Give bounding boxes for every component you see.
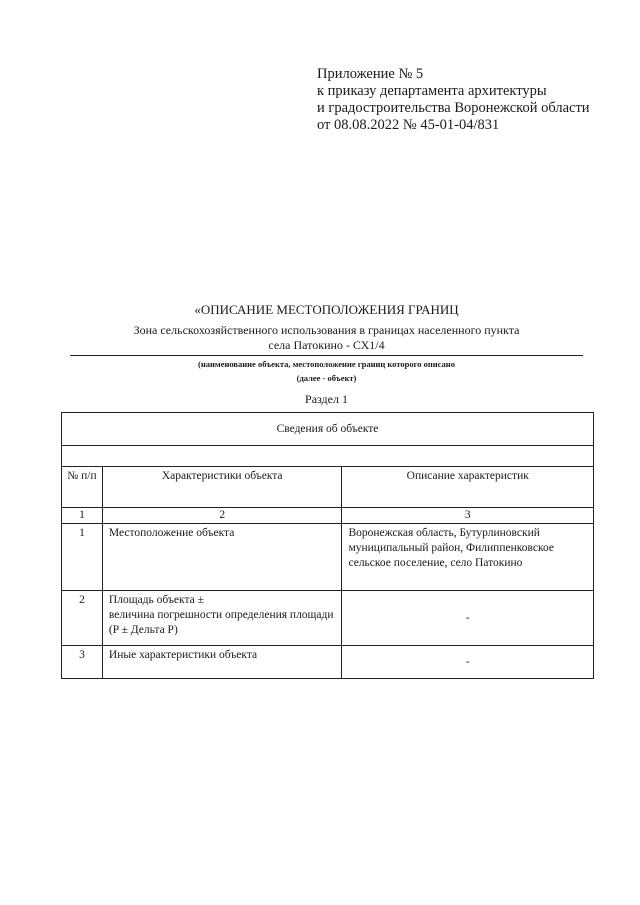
object-name-line1: Зона сельскохозяйственного использования в границах населенного пункта bbox=[133, 323, 520, 337]
table-header-row bbox=[62, 467, 594, 508]
header-num: № п/п bbox=[62, 467, 103, 508]
section-label: Раздел 1 bbox=[305, 392, 348, 406]
appendix-department-line: и градостроительства Воронежской области bbox=[317, 100, 590, 116]
table-row bbox=[62, 646, 594, 679]
table-spacer-cell bbox=[62, 446, 594, 467]
table-heading: Сведения об объекте bbox=[62, 413, 594, 446]
table-spacer-row bbox=[62, 446, 594, 467]
row-characteristic-line1: Площадь объекта ± bbox=[108, 594, 204, 606]
header-description: Описание характеристик bbox=[342, 467, 594, 508]
object-name-underline bbox=[70, 355, 583, 356]
row-num: 3 bbox=[62, 646, 103, 679]
row-characteristic-line2: величина погрешности определения площади (P ± Дельта P) bbox=[108, 609, 334, 636]
row-characteristic: Иные характеристики объекта bbox=[102, 646, 342, 679]
row-num: 2 bbox=[62, 591, 103, 646]
document-title: «ОПИСАНИЕ МЕСТОПОЛОЖЕНИЯ ГРАНИЦ bbox=[194, 302, 459, 317]
row-characteristic: Местоположение объекта bbox=[102, 524, 342, 591]
row-description: - bbox=[342, 646, 594, 679]
appendix-header bbox=[317, 66, 590, 134]
row-num: 1 bbox=[62, 524, 103, 591]
table-index-row bbox=[62, 508, 594, 524]
header-characteristics: Характеристики объекта bbox=[102, 467, 342, 508]
title-block bbox=[70, 302, 583, 407]
row-description: Воронежская область, Бутурлиновский муниципальный район, Филиппенковское сельское поселение, село Патокино bbox=[342, 524, 594, 591]
appendix-date-line: от 08.08.2022 № 45-01-04/831 bbox=[317, 117, 500, 133]
row-characteristic bbox=[102, 591, 342, 646]
object-caption-line1: (наименование объекта, местоположение границ которого описано bbox=[198, 359, 455, 369]
row-description: - bbox=[342, 591, 594, 646]
appendix-number: Приложение № 5 bbox=[317, 66, 424, 82]
index-cell-1: 1 bbox=[62, 508, 103, 524]
object-info-table bbox=[61, 412, 594, 679]
table-row bbox=[62, 524, 594, 591]
object-name-line2: села Патокино - СХ1/4 bbox=[268, 338, 385, 352]
index-cell-3: 3 bbox=[342, 508, 594, 524]
index-cell-2: 2 bbox=[102, 508, 342, 524]
object-caption-line2: (далее - объект) bbox=[296, 373, 357, 383]
table-row bbox=[62, 591, 594, 646]
table-heading-row bbox=[62, 413, 594, 446]
appendix-order-line: к приказу департамента архитектуры bbox=[317, 83, 547, 99]
